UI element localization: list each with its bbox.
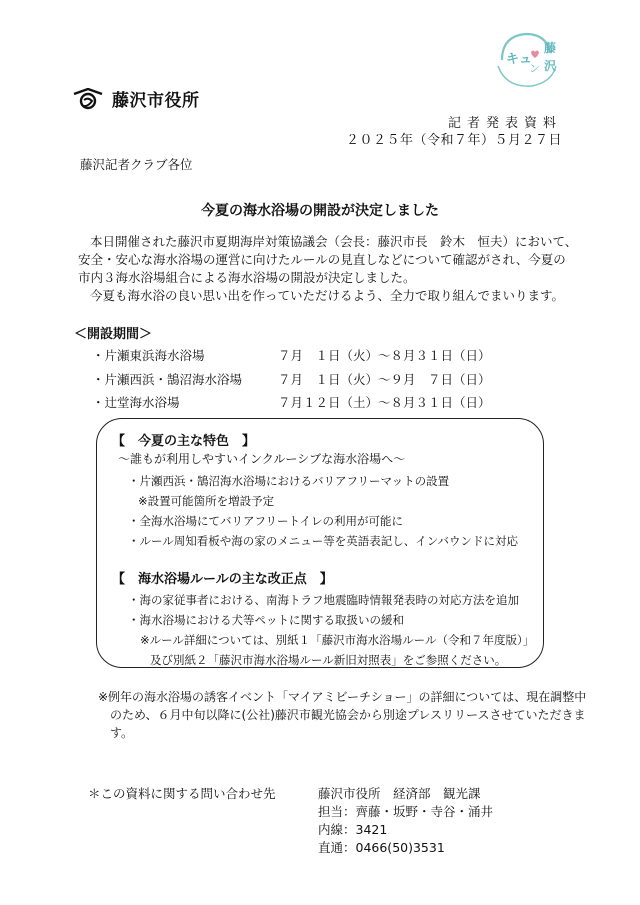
- period-row: [92, 370, 491, 388]
- contact-line: 内線：3421: [318, 822, 388, 837]
- svg-text:沢: 沢: [544, 59, 557, 73]
- city-name: 藤沢市役所: [112, 91, 200, 111]
- period-row: [92, 393, 491, 411]
- body-paragraph-1: 本日開催された藤沢市夏期海岸対策協議会（会長：藤沢市長 鈴木 恒夫）において、安全・安心な海水浴場の運営に向けたルールの見直しなどについて確認がされ、今夏の市内３海水浴場組合による海水浴場の開設が決定しました。: [78, 234, 578, 285]
- beach-dates: ７月１２日（土）～８月３１日（日）: [278, 395, 491, 410]
- svg-text:藤: 藤: [544, 41, 557, 55]
- period-row: [92, 346, 491, 364]
- beach-name: ・片瀬西浜・鵠沼海水浴場: [92, 372, 243, 387]
- kyun-fujisawa-logo: [492, 30, 564, 92]
- beach-dates: ７月 １日（火）～８月３１日（日）: [278, 348, 491, 363]
- rules-heading: 【 海水浴場ルールの主な改正点 】: [112, 572, 333, 587]
- rule-item: ・海の家従事者における、南海トラフ地震臨時情報発表時の対応方法を追加: [128, 593, 519, 607]
- contact-line: 直通：0466(50)3531: [318, 840, 445, 855]
- press-release-label: 記者発表資料: [447, 116, 562, 131]
- features-heading: 【 今夏の主な特色 】: [112, 434, 256, 449]
- svg-text:ン: ン: [529, 62, 540, 75]
- contact-label: ＊この資料に関する問い合わせ先: [88, 786, 276, 801]
- addressee: 藤沢記者クラブ各位: [80, 157, 193, 172]
- rule-note: 及び別紙２「藤沢市海水浴場ルール新旧対照表」をご参照ください。: [150, 653, 507, 667]
- features-subtitle: ～誰もが利用しやすいインクルーシブな海水浴場へ～: [118, 452, 406, 466]
- contact-line: 藤沢市役所 経済部 観光課: [318, 786, 481, 801]
- feature-item: ・ルール周知看板や海の家のメニュー等を英語表記し、インバウンドに対応: [128, 534, 518, 548]
- beach-name: ・片瀬東浜海水浴場: [92, 348, 205, 363]
- document-title: 今夏の海水浴場の開設が決定しました: [201, 203, 439, 219]
- event-note: ※例年の海水浴場の誘客イベント「マイアミビーチショー」の詳細については、現在調整中のため、６月中旬以降に(公社)藤沢市観光協会から別途プレスリリースさせていただきます。: [98, 690, 587, 740]
- feature-note: ※設置可能箇所を増設予定: [138, 494, 275, 508]
- rule-item: ・海水浴場における犬等ペットに関する取扱いの緩和: [128, 613, 404, 627]
- city-logo: [72, 86, 200, 111]
- svg-text:キュ: キュ: [506, 52, 533, 67]
- beach-dates: ７月 １日（火）～９月 ７日（日）: [278, 372, 491, 387]
- release-date: ２０２５年（令和７年）５月２７日: [345, 133, 562, 148]
- feature-item: ・片瀬西浜・鵠沼海水浴場におけるバリアフリーマットの設置: [128, 474, 450, 488]
- fujisawa-emblem-icon: [72, 88, 104, 110]
- feature-item: ・全海水浴場にてバリアフリートイレの利用が可能に: [128, 514, 403, 528]
- contact-line: 担当：齊藤・坂野・寺谷・涌井: [318, 804, 494, 819]
- body-paragraph-2: 今夏も海水浴の良い思い出を作っていただけるよう、全力で取り組んでまいります。: [90, 288, 565, 303]
- rule-note: ※ルール詳細については、別紙１「藤沢市海水浴場ルール（令和７年度版）」: [140, 633, 535, 647]
- period-heading: ＜開設期間＞: [74, 327, 153, 342]
- beach-name: ・辻堂海水浴場: [92, 395, 180, 410]
